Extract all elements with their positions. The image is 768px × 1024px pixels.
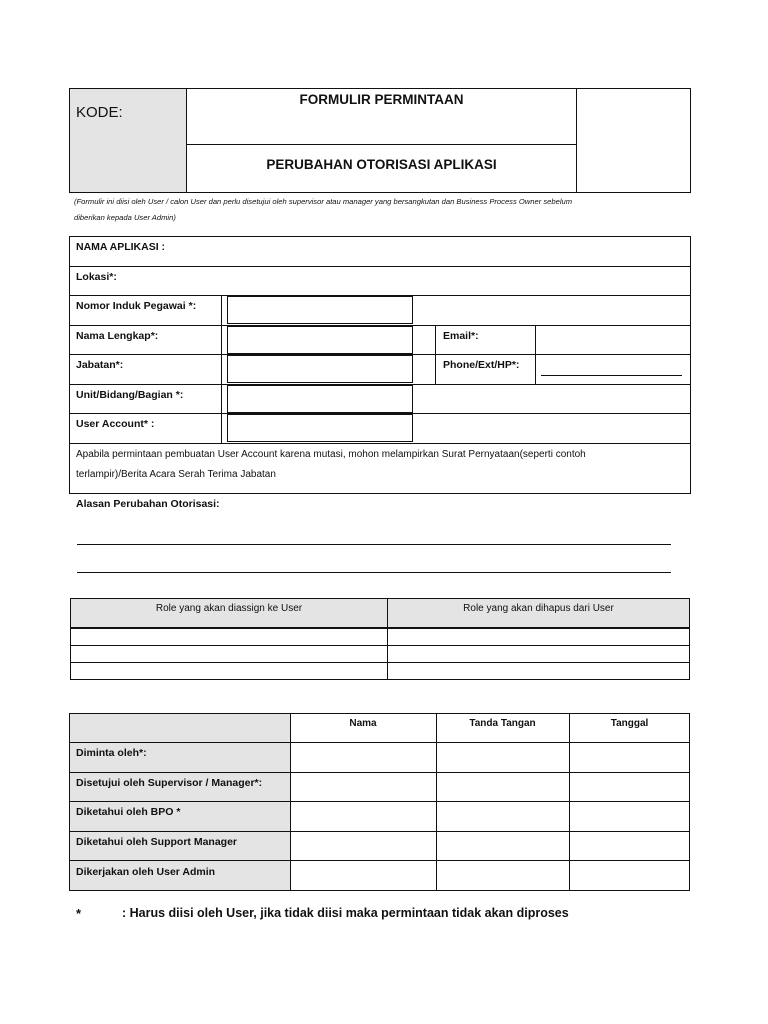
form-note-line1: (Formulir ini diisi oleh User / calon User dan perlu disetujui oleh supervisor atau manager yang bersangkutan dan Business Process Owner sebelum (74, 197, 573, 206)
label-jabatan: Jabatan*: (76, 359, 124, 371)
label-phone: Phone/Ext/HP*: (443, 359, 520, 371)
footer-note: : Harus diisi oleh User, jika tidak diisi maka permintaan tidak akan diproses (122, 906, 569, 920)
role-assign-header-text: Role yang akan diassign ke User (155, 603, 303, 614)
user-account-field[interactable] (227, 414, 413, 442)
alasan-label: Alasan Perubahan Otorisasi: (76, 498, 220, 510)
header-nama: Nama (349, 718, 377, 729)
approval-label-column (70, 714, 290, 890)
label-nip: Nomor Induk Pegawai *: (76, 300, 197, 312)
label-nama-aplikasi: NAMA APLIKASI : (76, 241, 166, 253)
row-user-admin: Dikerjakan oleh User Admin (76, 866, 216, 878)
form-note-line2: diberikan kepada User Admin) (74, 213, 176, 222)
alasan-line-2[interactable] (77, 572, 671, 573)
row-bpo: Diketahui oleh BPO * (76, 806, 181, 818)
mutasi-notice-line1: Apabila permintaan pembuatan User Account karena mutasi, mohon melampirkan Surat Pernyataan(seperti contoh (76, 449, 586, 460)
label-email: Email*: (443, 330, 479, 342)
alasan-line-1[interactable] (77, 544, 671, 545)
row-diminta: Diminta oleh*: (76, 747, 147, 759)
unit-field[interactable] (227, 385, 413, 413)
email-field[interactable] (541, 354, 682, 355)
nip-field[interactable] (227, 296, 413, 324)
role-table-body (70, 628, 690, 680)
label-unit: Unit/Bidang/Bagian *: (76, 389, 184, 401)
nama-lengkap-field[interactable] (227, 326, 413, 354)
jabatan-field[interactable] (227, 355, 413, 383)
form-title: FORMULIR PERMINTAAN (299, 92, 464, 107)
row-disetujui: Disetujui oleh Supervisor / Manager*: (76, 777, 263, 789)
logo-box (576, 88, 691, 193)
header-tanggal: Tanggal (610, 718, 649, 729)
label-user-account: User Account* : (76, 418, 155, 430)
label-nama-lengkap: Nama Lengkap*: (76, 330, 159, 342)
label-lokasi: Lokasi*: (76, 271, 117, 283)
phone-field[interactable] (541, 375, 682, 376)
row-support-manager: Diketahui oleh Support Manager (76, 836, 238, 848)
footer-star: * (76, 906, 82, 921)
kode-label: KODE: (76, 104, 123, 121)
mutasi-notice-line2: terlampir)/Berita Acara Serah Terima Jabatan (76, 469, 276, 480)
role-remove-header-text: Role yang akan dihapus dari User (463, 603, 614, 614)
header-tanda-tangan: Tanda Tangan (469, 718, 536, 729)
form-subtitle: PERUBAHAN OTORISASI APLIKASI (266, 157, 497, 172)
